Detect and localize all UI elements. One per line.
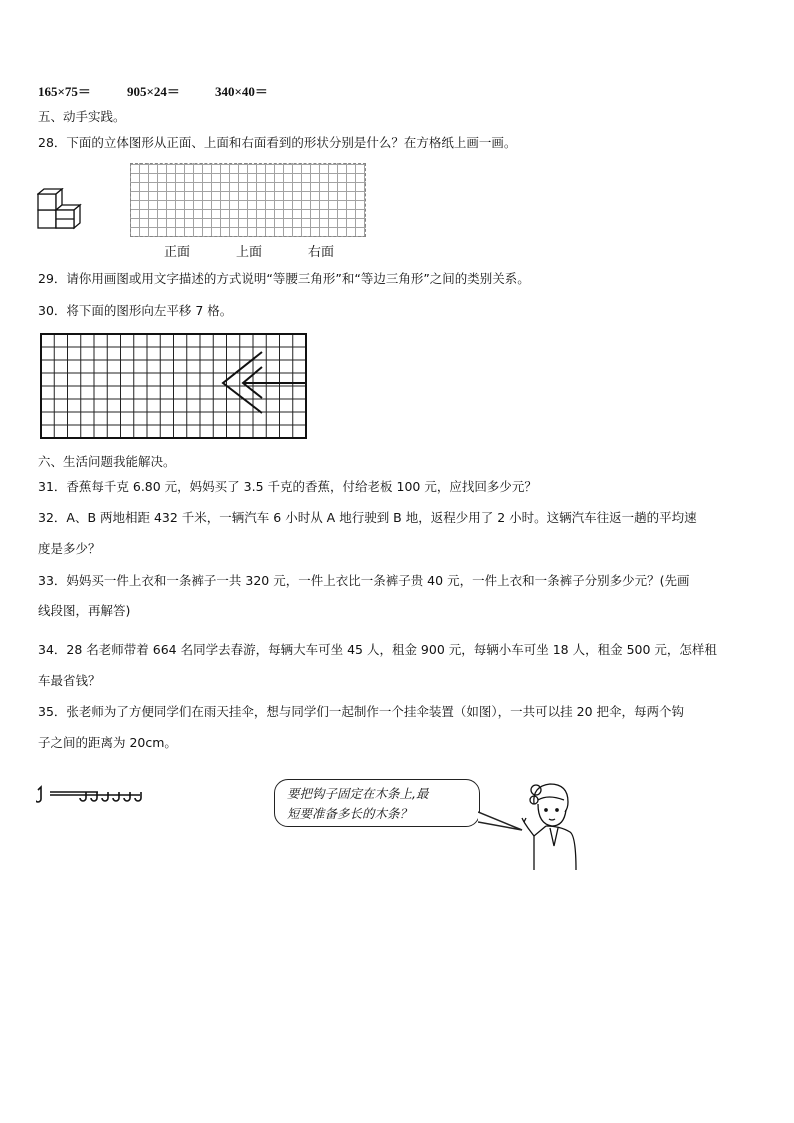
question-29: 29．请你用画图或用文字描述的方式说明“等腰三角形”和“等边三角形”之间的类别关系。	[38, 271, 530, 286]
dashed-grid-paper	[130, 163, 366, 237]
calc-item-2: 905×24＝	[126, 84, 180, 99]
question-35-line1: 35．张老师为了方便同学们在雨天挂伞，想与同学们一起制作一个挂伞装置（如图），一共可以挂 20 把伞，每两个钩	[38, 704, 685, 719]
question-33-line1: 33．妈妈买一件上衣和一条裤子一共 320 元，一件上衣比一条裤子贵 40 元，一件上衣和一条裤子分别多少元？(先画	[38, 573, 690, 588]
question-32-line2: 度是多少？	[38, 541, 101, 556]
calc-item-1: 165×75＝	[38, 84, 91, 99]
view-label-top: 上面	[236, 245, 263, 260]
question-35-line2: 子之间的距离为 20cm。	[38, 735, 177, 750]
question-28: 28．下面的立体图形从正面、上面和右面看到的形状分别是什么？在方格纸上画一画。	[38, 135, 517, 150]
question-31: 31．香蕉每千克 6.80 元，妈妈买了 3.5 千克的香蕉，付给老板 100 元，应找回多少元？	[38, 479, 537, 494]
cube-solid-figure	[37, 188, 93, 234]
calculation-row	[38, 84, 268, 100]
question-30: 30．将下面的图形向左平移 7 格。	[38, 303, 233, 318]
speech-line-1: 要把钩子固定在木条上,最	[287, 786, 429, 801]
translation-grid	[40, 333, 308, 441]
question-33-line2: 线段图，再解答)	[38, 603, 131, 618]
hook-rail-illustration	[36, 784, 148, 810]
speech-bubble	[274, 779, 480, 827]
speech-line-2: 短要准备多长的木条？	[287, 806, 413, 821]
section-six-heading: 六、生活问题我能解决。	[38, 454, 176, 469]
question-34-line2: 车最省钱？	[38, 673, 101, 688]
view-label-right: 右面	[308, 245, 335, 260]
question-32-line1: 32．A、B 两地相距 432 千米，一辆汽车 6 小时从 A 地行驶到 B 地，返程少用了 2 小时。这辆汽车往返一趟的平均速	[38, 510, 697, 525]
girl-illustration	[520, 782, 582, 874]
view-label-front: 正面	[164, 245, 191, 260]
calc-item-3: 340×40＝	[214, 84, 268, 99]
speech-bubble-tail	[478, 808, 526, 834]
section-five-heading: 五、动手实践。	[38, 109, 126, 124]
question-34-line1: 34．28 名老师带着 664 名同学去春游，每辆大车可坐 45 人，租金 900 元，每辆小车可坐 18 人，租金 500 元，怎样租	[38, 642, 717, 657]
